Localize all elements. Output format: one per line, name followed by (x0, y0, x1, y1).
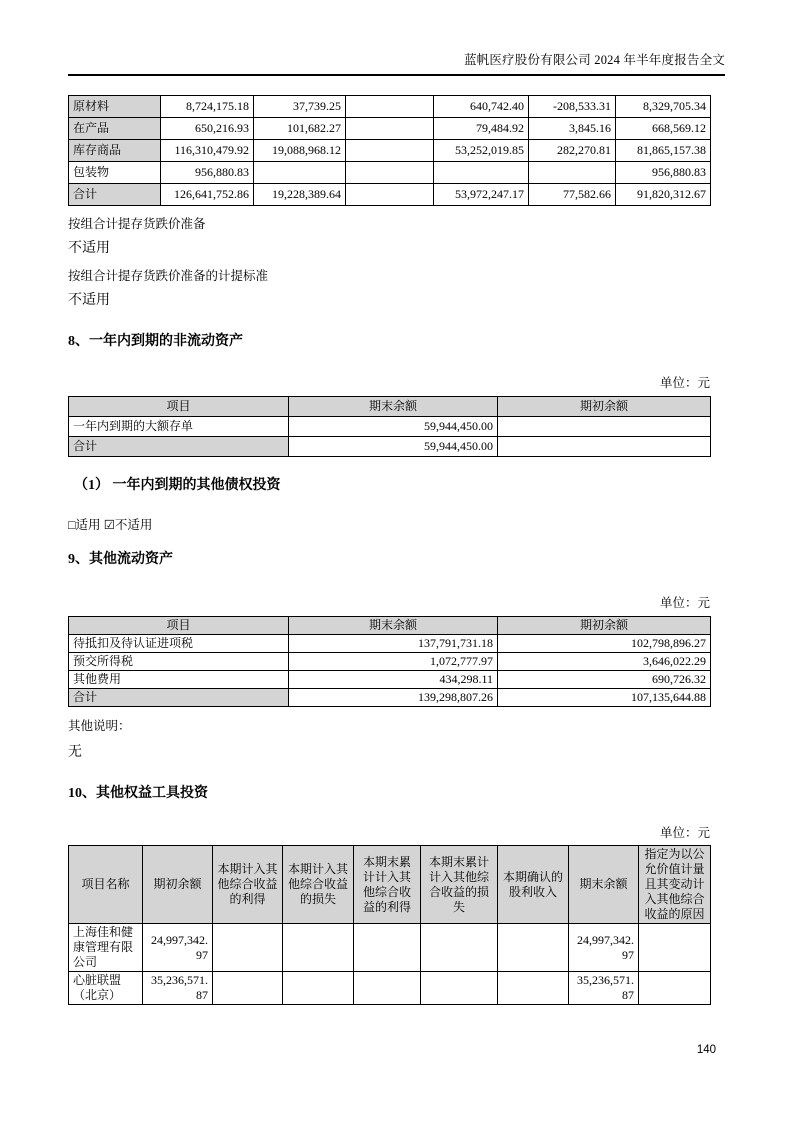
value-cell: 137,791,731.18 (289, 635, 498, 653)
value-cell: 650,216.93 (161, 118, 254, 140)
table-row (69, 972, 711, 1005)
value-cell: 3,845.16 (529, 118, 616, 140)
column-header: 期初余额 (143, 846, 213, 924)
column-header: 项目 (69, 397, 289, 417)
column-header: 项目名称 (69, 846, 143, 924)
value-cell (346, 140, 434, 162)
section-10-heading: 10、其他权益工具投资 (68, 786, 208, 801)
table-row (69, 635, 711, 653)
other-note-label: 其他说明： (68, 719, 131, 733)
value-cell (354, 972, 421, 1005)
row-label-cell: 预交所得税 (69, 653, 289, 671)
value-cell: 3,646,022.29 (498, 653, 711, 671)
value-cell: 24,997,342.97 (143, 924, 213, 972)
inventory-na-2: 不适用 (68, 293, 110, 308)
value-cell: 668,569.12 (616, 118, 711, 140)
value-cell: 434,298.11 (289, 671, 498, 689)
value-cell: 35,236,571.87 (569, 972, 639, 1005)
unit-label-section-10: 单位：元 (659, 826, 710, 840)
value-cell: 59,944,450.00 (289, 437, 498, 457)
row-label-cell: 待抵扣及待认证进项税 (69, 635, 289, 653)
value-cell (498, 972, 569, 1005)
value-cell (639, 924, 711, 972)
value-cell: 107,135,644.88 (498, 689, 711, 707)
header-rule (68, 74, 725, 76)
value-cell (346, 162, 434, 184)
column-header: 期初余额 (498, 397, 711, 417)
inventory-note-2: 按组合计提存货跌价准备的计提标准 (68, 269, 269, 283)
value-cell: 19,088,968.12 (254, 140, 346, 162)
table-row (69, 437, 711, 457)
row-label-cell: 心脏联盟（北京） (69, 972, 143, 1005)
inventory-table (68, 95, 711, 206)
row-label-cell: 合计 (69, 689, 289, 707)
table-row (69, 162, 711, 184)
column-header: 本期末累计计入其他综合收益的利得 (354, 846, 421, 924)
value-cell: 116,310,479.92 (161, 140, 254, 162)
table-row (69, 417, 711, 437)
value-cell (346, 118, 434, 140)
column-header: 期末余额 (289, 617, 498, 635)
other-current-assets-table (68, 616, 711, 707)
table-row (69, 689, 711, 707)
value-cell: 1,072,777.97 (289, 653, 498, 671)
document-header-title: 蓝帆医疗股份有限公司 2024 年半年度报告全文 (463, 53, 725, 67)
section-8-1-heading: （1） 一年内到期的其他债权投资 (74, 478, 281, 493)
value-cell: 690,726.32 (498, 671, 711, 689)
value-cell: 59,944,450.00 (289, 417, 498, 437)
value-cell: 81,865,157.38 (616, 140, 711, 162)
inventory-na-1: 不适用 (68, 241, 110, 256)
column-header: 指定为以公允价值计量且其变动计入其他综合收益的原因 (639, 846, 711, 924)
table-row (69, 671, 711, 689)
table-header-row (69, 617, 711, 635)
checkbox-applicable: □适用 (68, 518, 101, 532)
table-row (69, 924, 711, 972)
other-note-value: 无 (68, 745, 82, 760)
value-cell: 8,329,705.34 (616, 96, 711, 118)
column-header: 期初余额 (498, 617, 711, 635)
value-cell (213, 972, 283, 1005)
unit-label-section-9: 单位：元 (659, 596, 710, 610)
value-cell: 53,972,247.17 (434, 184, 529, 206)
value-cell: 91,820,312.67 (616, 184, 711, 206)
section-8-heading: 8、一年内到期的非流动资产 (68, 334, 243, 349)
table-header-row (69, 846, 711, 924)
row-label-cell: 其他费用 (69, 671, 289, 689)
row-label-cell: 包装物 (69, 162, 161, 184)
value-cell: 126,641,752.86 (161, 184, 254, 206)
table-row (69, 140, 711, 162)
value-cell (346, 184, 434, 206)
value-cell (421, 972, 498, 1005)
value-cell (213, 924, 283, 972)
column-header: 本期确认的股利收入 (498, 846, 569, 924)
column-header: 本期末累计计入其他综合收益的损失 (421, 846, 498, 924)
value-cell: 19,228,389.64 (254, 184, 346, 206)
value-cell (498, 924, 569, 972)
value-cell: 35,236,571.87 (143, 972, 213, 1005)
row-label-cell: 一年内到期的大额存单 (69, 417, 289, 437)
row-label-cell: 合计 (69, 437, 289, 457)
column-header: 期末余额 (569, 846, 639, 924)
value-cell: 956,880.83 (616, 162, 711, 184)
table-row (69, 184, 711, 206)
value-cell: 956,880.83 (161, 162, 254, 184)
column-header: 本期计入其他综合收益的利得 (213, 846, 283, 924)
value-cell (283, 924, 354, 972)
noncurrent-assets-table (68, 396, 711, 457)
value-cell: 101,682.27 (254, 118, 346, 140)
value-cell: 282,270.81 (529, 140, 616, 162)
value-cell: 102,798,896.27 (498, 635, 711, 653)
table-row (69, 118, 711, 140)
row-label-cell: 合计 (69, 184, 161, 206)
checkbox-not-applicable: ☑不适用 (103, 518, 153, 532)
inventory-note-1: 按组合计提存货跌价准备 (68, 217, 206, 231)
page-number: 140 (696, 1044, 716, 1056)
table-header-row (69, 397, 711, 417)
value-cell: 139,298,807.26 (289, 689, 498, 707)
value-cell (346, 96, 434, 118)
column-header: 期末余额 (289, 397, 498, 417)
value-cell (639, 972, 711, 1005)
applicability-line (68, 515, 725, 533)
value-cell (498, 437, 711, 457)
row-label-cell: 库存商品 (69, 140, 161, 162)
unit-label-section-8: 单位：元 (659, 376, 710, 390)
column-header: 项目 (69, 617, 289, 635)
row-label-cell: 上海佳和健康管理有限公司 (69, 924, 143, 972)
value-cell: 24,997,342.97 (569, 924, 639, 972)
value-cell (354, 924, 421, 972)
column-header: 本期计入其他综合收益的损失 (283, 846, 354, 924)
value-cell: 53,252,019.85 (434, 140, 529, 162)
value-cell (434, 162, 529, 184)
value-cell (498, 417, 711, 437)
value-cell: 77,582.66 (529, 184, 616, 206)
value-cell (254, 162, 346, 184)
other-equity-investments-table (68, 845, 711, 1005)
table-row (69, 96, 711, 118)
value-cell: 37,739.25 (254, 96, 346, 118)
value-cell (283, 972, 354, 1005)
row-label-cell: 在产品 (69, 118, 161, 140)
table-row (69, 653, 711, 671)
value-cell (421, 924, 498, 972)
value-cell: 8,724,175.18 (161, 96, 254, 118)
value-cell: 640,742.40 (434, 96, 529, 118)
value-cell (529, 162, 616, 184)
section-9-heading: 9、其他流动资产 (68, 552, 173, 567)
value-cell: -208,533.31 (529, 96, 616, 118)
value-cell: 79,484.92 (434, 118, 529, 140)
row-label-cell: 原材料 (69, 96, 161, 118)
